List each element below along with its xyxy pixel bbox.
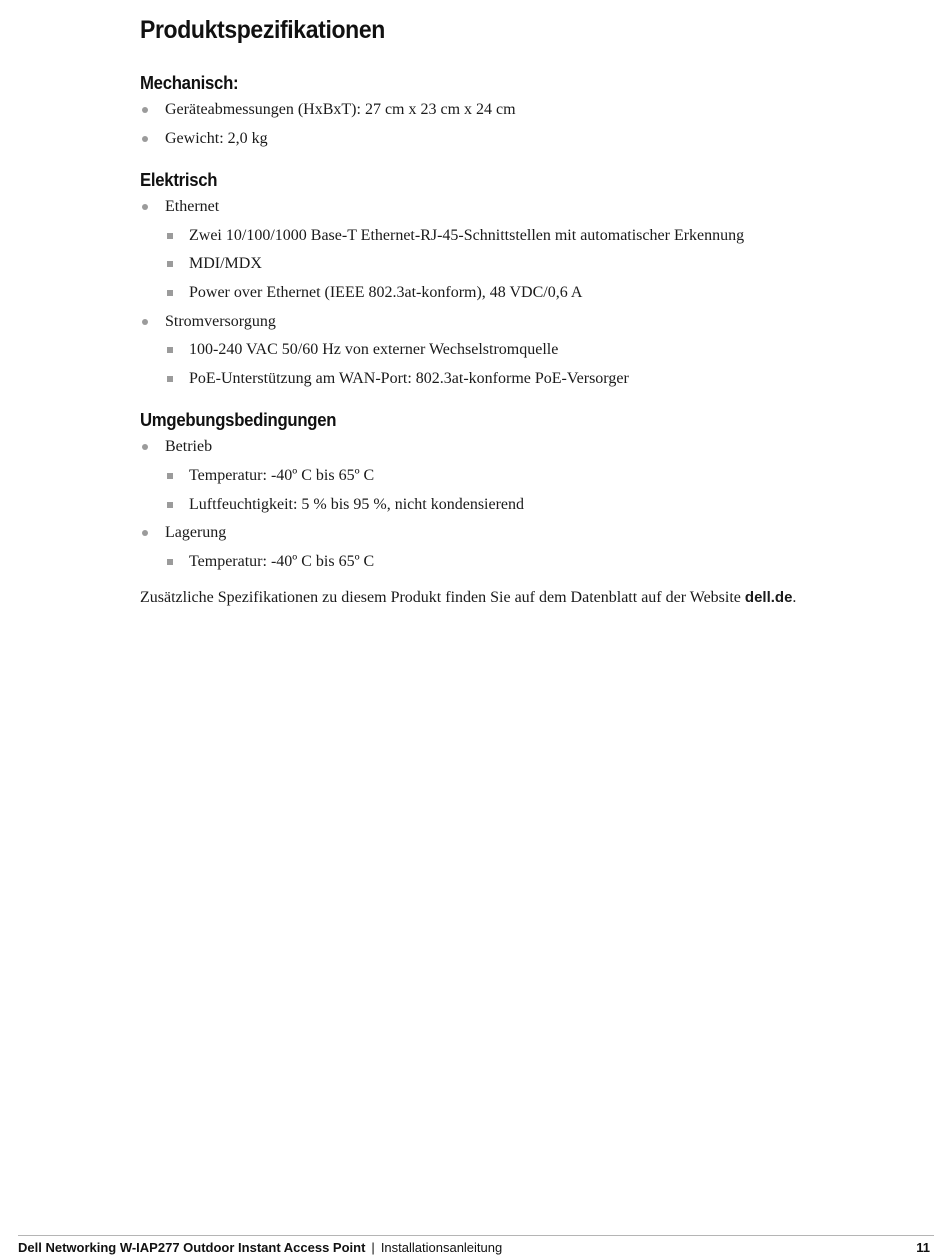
sub-list-item [165, 279, 900, 308]
list-item [140, 125, 900, 154]
section-heading: Umgebungsbedingungen [140, 410, 337, 431]
sub-list-item [165, 491, 900, 520]
footer-doc-type: Installationsanleitung [380, 1240, 503, 1255]
section-heading: Elektrisch [140, 170, 218, 191]
footer-divider [18, 1235, 934, 1236]
sub-list-item-text: 100-240 VAC 50/60 Hz von externer Wechselstromquelle [189, 341, 559, 359]
list-item [140, 96, 900, 125]
sub-list-item-text: Temperatur: -40º C bis 65º C [189, 552, 375, 570]
sub-list-item [165, 250, 900, 279]
bullet-square-icon [167, 290, 173, 296]
bullet-square-icon [167, 502, 173, 508]
sub-list-item-text: Luftfeuchtigkeit: 5 % bis 95 %, nicht kondensierend [189, 495, 525, 513]
bullet-dot-icon [142, 136, 148, 142]
section-environment [140, 407, 900, 576]
list-item-text: Betrieb [165, 438, 213, 456]
footer-product-name: Dell Networking W-IAP277 Outdoor Instant Access Point [18, 1240, 366, 1255]
sub-list-item-text: Zwei 10/100/1000 Base-T Ethernet-RJ-45-Schnittstellen mit automatischer Erkennung [189, 226, 745, 244]
bullet-square-icon [167, 559, 173, 565]
list-item-text: Stromversorgung [165, 312, 276, 330]
page-number: 11 [916, 1240, 930, 1255]
list-item-text: Lagerung [165, 524, 227, 542]
bullet-list [140, 193, 900, 393]
sub-bullet-list [165, 462, 900, 519]
sub-list-item-text: Power over Ethernet (IEEE 802.3at-konform), 48 VDC/0,6 A [189, 283, 583, 301]
bullet-dot-icon [142, 444, 148, 450]
spec-content [140, 70, 900, 628]
bullet-square-icon [167, 261, 173, 267]
sub-bullet-list [165, 548, 900, 577]
list-item-text: Geräteabmessungen (HxBxT): 27 cm x 23 cm x 24 cm [165, 101, 516, 118]
sub-bullet-list [165, 336, 900, 393]
list-item [140, 519, 900, 576]
sub-list-item [165, 336, 900, 365]
sub-list-item-text: Temperatur: -40º C bis 65º C [189, 466, 375, 484]
section-electrical [140, 167, 900, 393]
list-item [140, 193, 900, 307]
note-end: . [792, 589, 797, 607]
bullet-square-icon [167, 473, 173, 479]
sub-list-item-text: MDI/MDX [189, 255, 262, 273]
bullet-dot-icon [142, 319, 148, 325]
list-item [140, 308, 900, 394]
sub-list-item-text: PoE-Unterstützung am WAN-Port: 802.3at-konforme PoE-Versorger [189, 369, 629, 387]
sub-list-item [165, 548, 900, 577]
bullet-square-icon [167, 233, 173, 239]
bullet-dot-icon [142, 204, 148, 210]
section-mechanical [140, 70, 900, 153]
list-item-text: Gewicht: 2,0 kg [165, 129, 268, 147]
bullet-list [140, 433, 900, 576]
list-item-text: Ethernet [165, 198, 220, 216]
bullet-square-icon [167, 347, 173, 353]
note-text: Zusätzliche Spezifikationen zu diesem Produkt finden Sie auf dem Datenblatt auf der Website [140, 589, 745, 607]
bullet-dot-icon [142, 107, 148, 113]
website-link[interactable]: dell.de [744, 589, 793, 607]
page-footer [18, 1239, 930, 1257]
sub-list-item [165, 222, 900, 251]
bullet-list [140, 96, 900, 153]
bullet-dot-icon [142, 530, 148, 536]
additional-specs-note [140, 584, 900, 612]
section-heading: Mechanisch: [140, 73, 239, 93]
page-title: Produktspezifikationen [140, 16, 385, 44]
sub-list-item [165, 462, 900, 491]
sub-bullet-list [165, 222, 900, 308]
footer-separator: | [371, 1240, 375, 1255]
bullet-square-icon [167, 376, 173, 382]
list-item [140, 433, 900, 519]
sub-list-item [165, 365, 900, 394]
